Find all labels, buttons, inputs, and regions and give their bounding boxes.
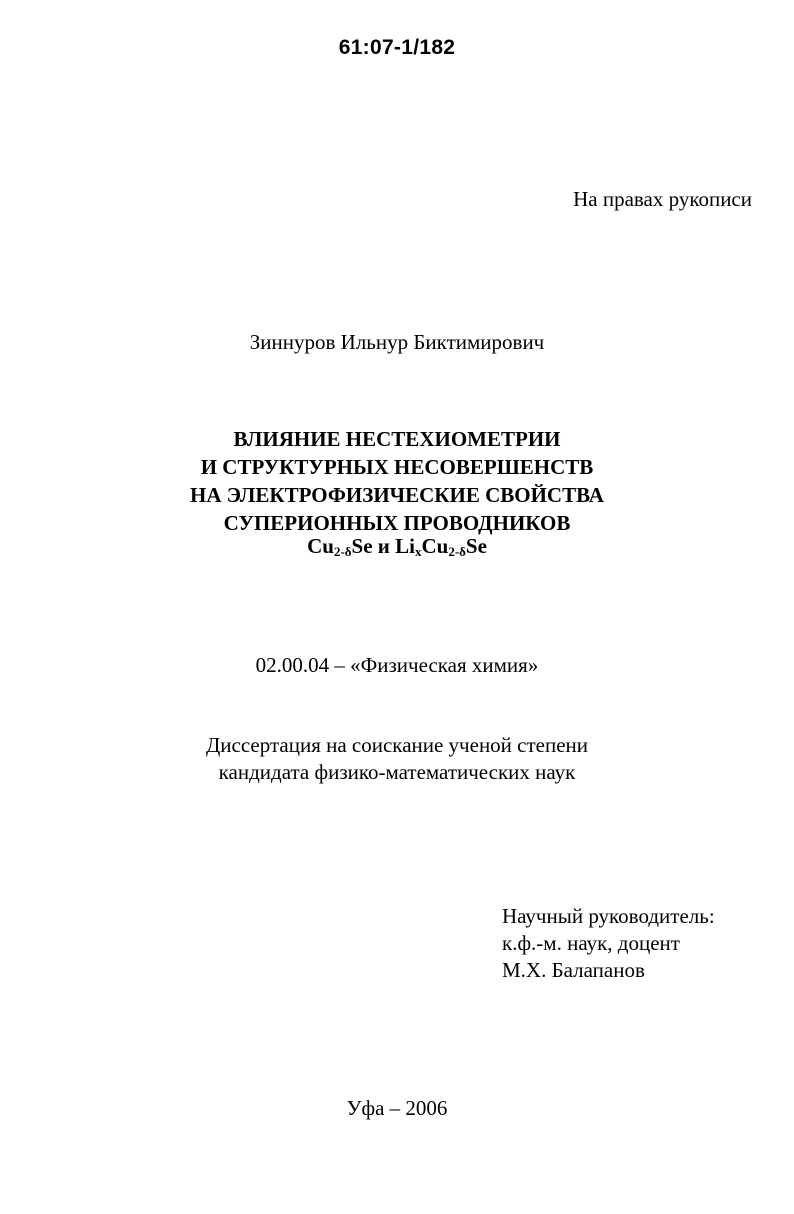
author-name: Зиннуров Ильнур Биктимирович xyxy=(249,330,545,354)
formula-1-sub: 2-δ xyxy=(333,544,352,559)
formula-1-tail: Se xyxy=(351,534,373,558)
title-formula xyxy=(0,534,794,559)
formula-2-cu: Cu xyxy=(421,534,449,558)
supervisor-name: М.Х. Балапанов xyxy=(502,958,645,982)
dissertation-line-1: Диссертация на соискание ученой степени xyxy=(205,733,589,757)
formula-2-li-sub: x xyxy=(414,544,422,559)
dissertation-title xyxy=(0,425,794,537)
city-year: Уфа – 2006 xyxy=(346,1096,448,1120)
formula-conjunction: и xyxy=(372,534,396,558)
formula-2-tail: Se xyxy=(465,534,487,558)
supervisor-role: Научный руководитель: xyxy=(502,904,715,928)
dissertation-degree xyxy=(0,732,794,786)
formula-1-base: Cu xyxy=(307,534,334,558)
rights-notice: На правах рукописи xyxy=(573,187,752,211)
formula-2-li: Li xyxy=(395,534,415,558)
supervisor-block xyxy=(502,903,715,984)
supervisor-degree: к.ф.-м. наук, доцент xyxy=(502,931,680,955)
specialty-code: 02.00.04 – «Физическая химия» xyxy=(255,653,539,677)
title-line-1: ВЛИЯНИЕ НЕСТЕХИОМЕТРИИ xyxy=(233,427,561,451)
formula-2-cu-sub: 2-δ xyxy=(448,544,466,559)
catalog-number: 61:07-1/182 xyxy=(338,36,456,59)
title-line-4: СУПЕРИОННЫХ ПРОВОДНИКОВ xyxy=(223,511,571,535)
dissertation-line-2: кандидата физико-математических наук xyxy=(218,760,576,784)
title-line-2: И СТРУКТУРНЫХ НЕСОВЕРШЕНСТВ xyxy=(200,455,594,479)
title-line-3: НА ЭЛЕКТРОФИЗИЧЕСКИЕ СВОЙСТВА xyxy=(190,483,604,507)
